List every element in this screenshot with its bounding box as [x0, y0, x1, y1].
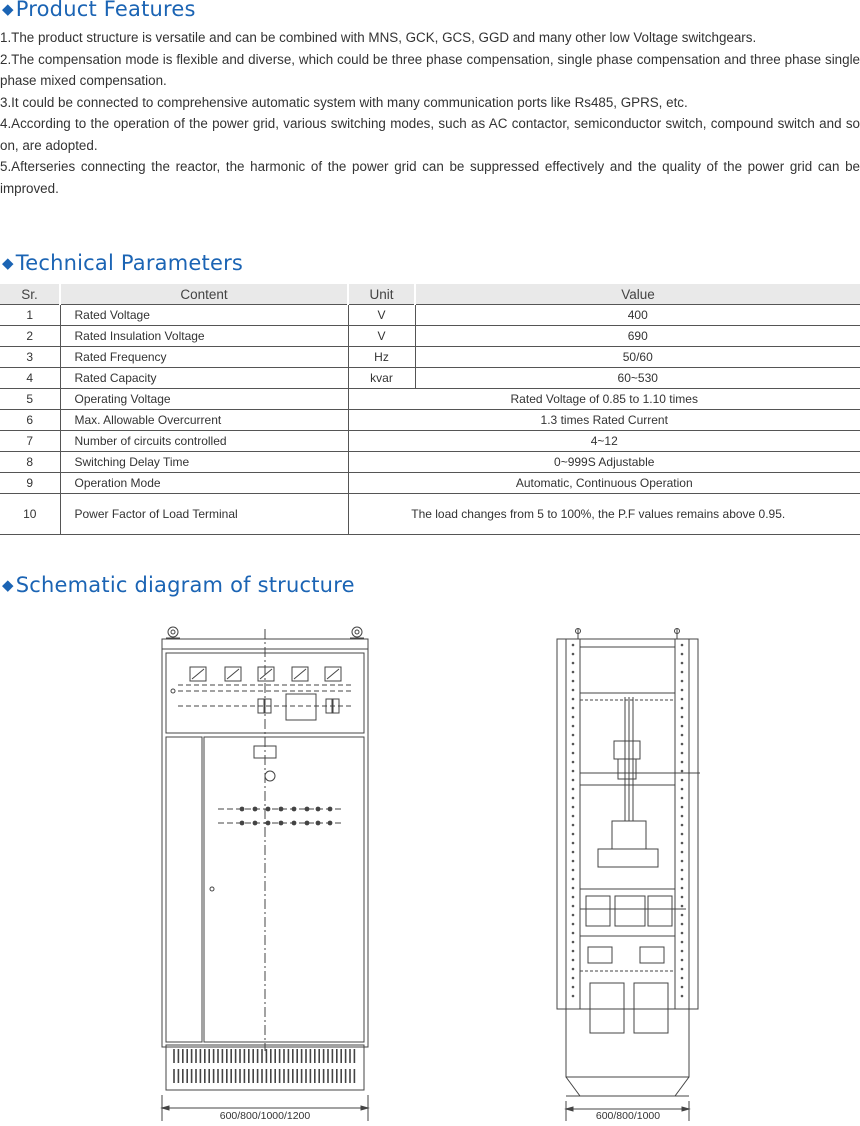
- diamond-icon: ◆: [2, 0, 14, 18]
- cell-sr: 7: [0, 431, 60, 452]
- header-sr: Sr.: [0, 284, 60, 305]
- cell-sr: 8: [0, 452, 60, 473]
- front-width-label: 600/800/1000/1200: [219, 1110, 311, 1122]
- front-view-cabinet: [162, 627, 368, 1122]
- cell-value: 50/60: [415, 347, 860, 368]
- cell-value: 1.3 times Rated Current: [348, 410, 860, 431]
- table-row: [0, 452, 860, 473]
- cell-content: Operating Voltage: [60, 389, 348, 410]
- header-value: Value: [415, 284, 860, 305]
- table-header-row: [0, 284, 860, 305]
- cell-value: Rated Voltage of 0.85 to 1.10 times: [348, 389, 860, 410]
- diamond-icon: ◆: [2, 576, 14, 594]
- cell-value: 690: [415, 326, 860, 347]
- cell-value: 60~530: [415, 368, 860, 389]
- cell-content: Max. Allowable Overcurrent: [60, 410, 348, 431]
- cell-unit: Hz: [348, 347, 415, 368]
- cell-content: Switching Delay Time: [60, 452, 348, 473]
- cell-content: Rated Frequency: [60, 347, 348, 368]
- header-content: Content: [60, 284, 348, 305]
- cell-content: Rated Insulation Voltage: [60, 326, 348, 347]
- cell-value: The load changes from 5 to 100%, the P.F values remains above 0.95.: [348, 494, 860, 535]
- cell-sr: 2: [0, 326, 60, 347]
- side-width-label: 600/800/1000: [595, 1110, 661, 1122]
- cell-value: 4~12: [348, 431, 860, 452]
- feature-item: 5.Afterseries connecting the reactor, the harmonic of the power grid can be suppressed effectively and the quality of the power grid can be improved.: [0, 159, 860, 196]
- table-row: [0, 326, 860, 347]
- feature-item: 1.The product structure is versatile and can be combined with MNS, GCK, GCS, GGD and many other low Voltage switchgears.: [0, 30, 757, 45]
- parameters-table-body: [0, 305, 860, 535]
- cell-sr: 1: [0, 305, 60, 326]
- feature-item: 2.The compensation mode is flexible and diverse, which could be three phase compensation, single phase compensation and three phase single phase mixed compensation.: [0, 51, 860, 88]
- technical-title: [2, 251, 243, 275]
- table-row: [0, 347, 860, 368]
- cell-sr: 10: [0, 494, 60, 535]
- cell-value: 400: [415, 305, 860, 326]
- table-row: [0, 305, 860, 326]
- cell-sr: 3: [0, 347, 60, 368]
- cell-content: Number of circuits controlled: [60, 431, 348, 452]
- cell-sr: 5: [0, 389, 60, 410]
- parameters-table: [0, 284, 860, 535]
- cell-value: Automatic, Continuous Operation: [348, 473, 860, 494]
- diamond-icon: ◆: [2, 254, 14, 272]
- cell-content: Rated Capacity: [60, 368, 348, 389]
- table-row: [0, 389, 860, 410]
- table-row: [0, 368, 860, 389]
- schematic-title: [2, 573, 355, 597]
- cell-sr: 4: [0, 368, 60, 389]
- table-row: [0, 431, 860, 452]
- cell-sr: 9: [0, 473, 60, 494]
- cell-sr: 6: [0, 410, 60, 431]
- table-row: [0, 410, 860, 431]
- cell-content: Power Factor of Load Terminal: [60, 494, 348, 535]
- header-unit: Unit: [348, 284, 415, 305]
- table-row: [0, 473, 860, 494]
- cell-unit: V: [348, 326, 415, 347]
- technical-title-text: Technical Parameters: [15, 251, 244, 275]
- features-list: [0, 27, 860, 199]
- cell-content: Operation Mode: [60, 473, 348, 494]
- cell-unit: V: [348, 305, 415, 326]
- feature-item: 3.It could be connected to comprehensive automatic system with many communication ports like Rs485, GPRS, etc.: [0, 94, 688, 110]
- ventilation-grille: [174, 1049, 354, 1083]
- features-title: [2, 0, 196, 21]
- schematic-diagram: [0, 611, 860, 1126]
- table-row: [0, 494, 860, 535]
- cell-unit: kvar: [348, 368, 415, 389]
- side-view-cabinet: [557, 629, 700, 1123]
- cell-value: 0~999S Adjustable: [348, 452, 860, 473]
- features-title-text: Product Features: [15, 0, 196, 21]
- cell-content: Rated Voltage: [60, 305, 348, 326]
- schematic-title-text: Schematic diagram of structure: [15, 573, 355, 597]
- feature-item: 4.According to the operation of the power grid, various switching modes, such as AC contactor, semiconductor switch, compound switch and so on, are adopted.: [0, 116, 860, 153]
